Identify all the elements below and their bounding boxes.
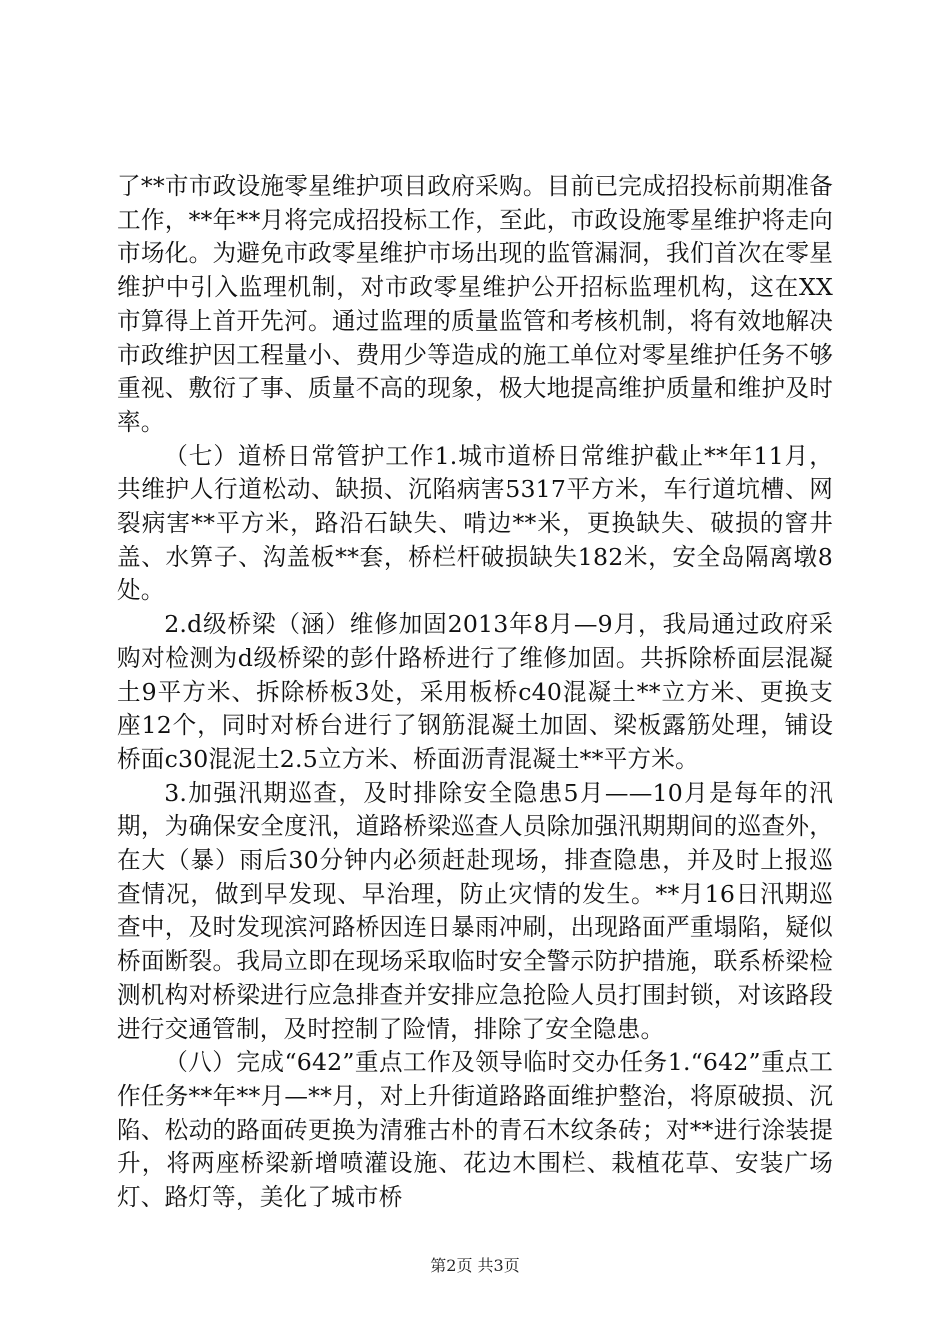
document-body [117, 170, 833, 1215]
paragraph-section-7: （七）道桥日常管护工作1.城市道桥日常维护截止**年11月，共维护人行道松动、缺损、沉陷病害5317平方米，车行道坑槽、网裂病害**平方米，路沿石缺失、啃边**米，更换缺失、破损的窨井盖、水箅子、沟盖板**套，桥栏杆破损缺失182米，安全岛隔离墩8处。 [117, 441, 833, 605]
paragraph-section-8: （八）完成“642”重点工作及领导临时交办任务1.“642”重点工作任务**年**月—**月，对上升街道路路面维护整治，将原破损、沉陷、松动的路面砖更换为清雅古朴的青石木纹条砖；对**进行涂装提升，将两座桥梁新增喷灌设施、花边木围栏、栽植花草、安装广场灯、路灯等，美化了城市桥 [117, 1048, 833, 1212]
paragraph-flood-inspection: 3.加强汛期巡查，及时排除安全隐患5月——10月是每年的汛期，为确保安全度汛，道路桥梁巡查人员除加强汛期期间的巡查外，在大（暴）雨后30分钟内必须赶赴现场，排查隐患，并及时上报巡查情况，做到早发现、早治理，防止灾情的发生。**月16日汛期巡查中，及时发现滨河路桥因连日暴雨冲刷，出现路面严重塌陷，疑似桥面断裂。我局立即在现场采取临时安全警示防护措施，联系桥梁检测机构对桥梁进行应急排查并安排应急抢险人员打围封锁，对该路段进行交通管制，及时控制了险情，排除了安全隐患。 [117, 778, 833, 1043]
paragraph-continued: 了**市市政设施零星维护项目政府采购。目前已完成招投标前期准备工作，**年**月将完成招投标工作，至此，市政设施零星维护将走向市场化。为避免市政零星维护市场出现的监管漏洞，我们首次在零星维护中引入监理机制，对市政零星维护公开招标监理机构，这在XX市算得上首开先河。通过监理的质量监管和考核机制，将有效地解决市政维护因工程量小、费用少等造成的施工单位对零星维护任务不够重视、敷衍了事、质量不高的现象，极大地提高维护质量和维护及时率。 [117, 172, 833, 436]
page-number-footer: 第2页 共3页 [430, 1256, 520, 1275]
paragraph-bridge-repair: 2.d级桥梁（涵）维修加固2013年8月—9月，我局通过政府采购对检测为d级桥梁的彭什路桥进行了维修加固。共拆除桥面层混凝土9平方米、拆除桥板3处，采用板桥c40混凝土**立方米、更换支座12个，同时对桥台进行了钢筋混凝土加固、梁板露筋处理，铺设桥面c30混泥土2.5立方米、桥面沥青混凝土**平方米。 [117, 610, 833, 773]
